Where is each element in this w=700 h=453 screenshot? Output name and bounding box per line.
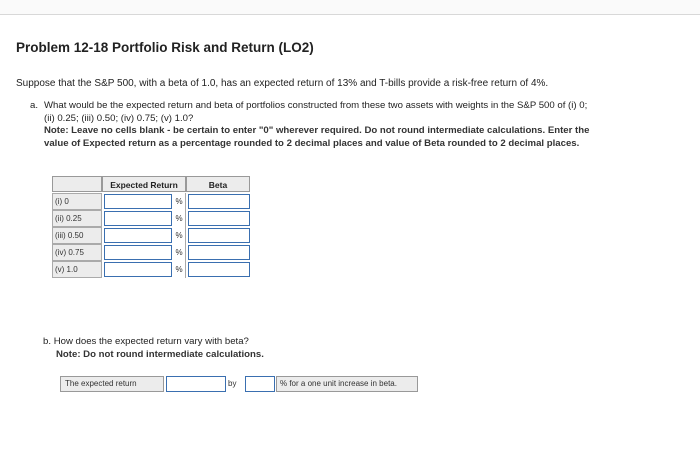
part-b-note: Note: Do not round intermediate calculations. — [56, 348, 264, 360]
row-label: (i) 0 — [52, 193, 102, 210]
answer-label: The expected return — [60, 376, 164, 392]
expected-return-input[interactable] — [104, 194, 172, 209]
beta-input[interactable] — [188, 228, 250, 243]
table-header-blank — [52, 176, 102, 192]
beta-input[interactable] — [188, 211, 250, 226]
row-label: (iii) 0.50 — [52, 227, 102, 244]
row-label: (iv) 0.75 — [52, 244, 102, 261]
percent-unit: % — [173, 244, 186, 261]
table-row — [52, 261, 250, 278]
beta-input[interactable] — [188, 262, 250, 277]
table-row — [52, 244, 250, 261]
part-a — [30, 100, 670, 150]
direction-input[interactable] — [166, 376, 226, 392]
row-label: (ii) 0.25 — [52, 210, 102, 227]
part-b — [43, 336, 264, 361]
beta-input[interactable] — [188, 245, 250, 260]
expected-return-input[interactable] — [104, 211, 172, 226]
part-b-answer-row — [60, 376, 420, 392]
beta-input[interactable] — [188, 194, 250, 209]
row-label: (v) 1.0 — [52, 261, 102, 278]
part-a-question-line2: (ii) 0.25; (iii) 0.50; (iv) 0.75; (v) 1.0? — [44, 112, 194, 124]
answer-tail-label: % for a one unit increase in beta. — [276, 376, 418, 392]
percent-unit: % — [173, 210, 186, 227]
header-beta: Beta — [186, 176, 250, 192]
by-label: by — [228, 379, 237, 388]
part-a-marker: a. — [30, 100, 39, 111]
percent-unit: % — [173, 261, 186, 278]
top-bar — [0, 0, 700, 15]
header-expected-return: Expected Return — [102, 176, 186, 192]
table-row — [52, 193, 250, 210]
part-a-note-line2: value of Expected return as a percentage rounded to 2 decimal places and value of Beta rounded to 2 decimal places. — [44, 137, 580, 149]
part-a-question-line1: What would be the expected return and beta of portfolios constructed from these two assets with weights in the S&P 500 of (i) 0; — [44, 100, 588, 111]
expected-return-input[interactable] — [104, 245, 172, 260]
table-row — [52, 210, 250, 227]
problem-title: Problem 12-18 Portfolio Risk and Return (LO2) — [16, 40, 314, 55]
percent-unit: % — [173, 193, 186, 210]
expected-return-input[interactable] — [104, 228, 172, 243]
expected-return-input[interactable] — [104, 262, 172, 277]
problem-intro: Suppose that the S&P 500, with a beta of 1.0, has an expected return of 13% and T-bills provide a risk-free return of 4%. — [16, 78, 549, 89]
part-b-marker: b. — [43, 336, 52, 347]
part-b-question: How does the expected return vary with beta? — [53, 336, 249, 347]
table-row — [52, 227, 250, 244]
percent-unit: % — [173, 227, 186, 244]
amount-input[interactable] — [245, 376, 275, 392]
part-a-note-line1: Note: Leave no cells blank - be certain to enter "0" wherever required. Do not round intermediate calculations. Enter the — [44, 125, 590, 136]
